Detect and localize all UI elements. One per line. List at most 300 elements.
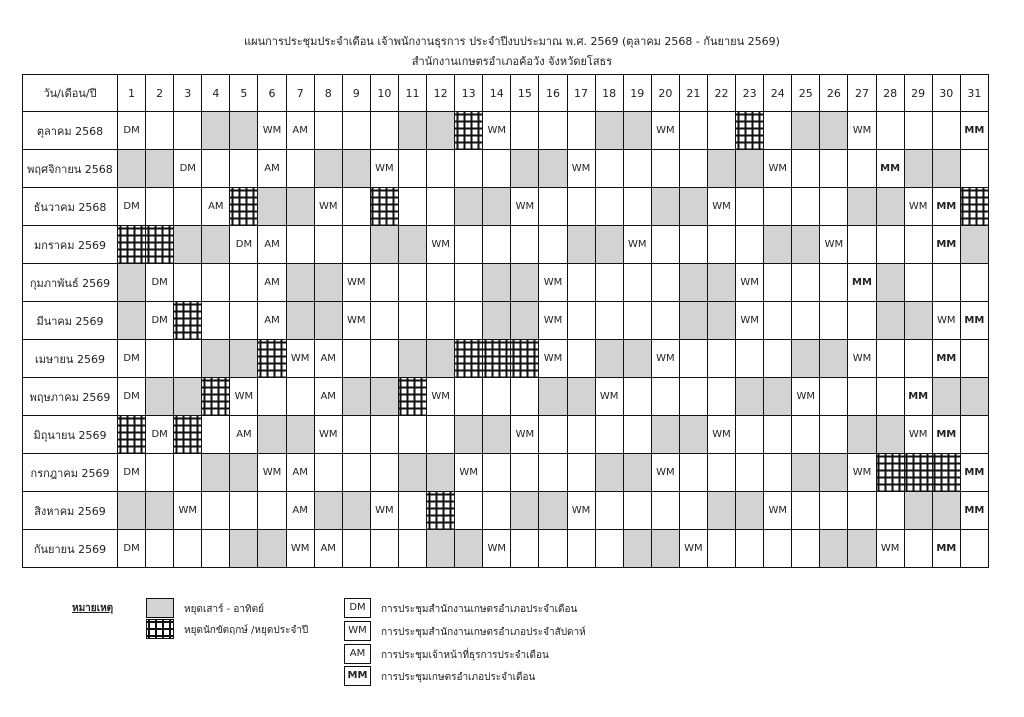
meeting-cell: AM <box>202 188 230 226</box>
day-cell <box>202 416 230 454</box>
day-cell <box>567 112 595 150</box>
day-cell <box>792 492 820 530</box>
day-cell <box>651 492 679 530</box>
meeting-cell: MM <box>848 264 876 302</box>
day-cell <box>539 416 567 454</box>
day-cell <box>314 112 342 150</box>
day-cell <box>398 264 426 302</box>
day-cell <box>736 416 764 454</box>
day-cell <box>174 530 202 568</box>
weekend-cell <box>876 264 904 302</box>
day-cell <box>792 188 820 226</box>
holiday-cell <box>455 340 483 378</box>
weekend-cell <box>707 150 735 188</box>
day-cell <box>736 530 764 568</box>
day-header: 21 <box>679 75 707 112</box>
meeting-cell: AM <box>314 378 342 416</box>
weekend-cell <box>118 492 146 530</box>
weekend-cell <box>848 530 876 568</box>
day-cell <box>539 112 567 150</box>
weekend-cell <box>455 530 483 568</box>
weekend-cell <box>146 378 174 416</box>
weekend-cell <box>230 530 258 568</box>
meeting-cell: WM <box>370 492 398 530</box>
day-cell <box>202 264 230 302</box>
day-cell <box>623 416 651 454</box>
day-cell <box>567 530 595 568</box>
day-cell <box>876 378 904 416</box>
weekend-cell <box>286 302 314 340</box>
day-cell <box>483 226 511 264</box>
day-cell <box>398 530 426 568</box>
document-subtitle: สำนักงานเกษตรอำเภอค้อวัง จังหวัดยโสธร <box>411 55 613 68</box>
weekend-cell <box>651 530 679 568</box>
day-cell <box>764 416 792 454</box>
weekend-cell <box>679 302 707 340</box>
meeting-cell: MM <box>960 112 988 150</box>
day-cell <box>398 492 426 530</box>
weekend-cell <box>427 340 455 378</box>
weekend-cell <box>370 378 398 416</box>
day-cell <box>539 226 567 264</box>
header-label: วัน/เดือน/ปี <box>23 75 118 112</box>
legend-title: หมายเหตุ <box>72 603 114 614</box>
day-cell <box>904 264 932 302</box>
weekend-cell <box>736 150 764 188</box>
holiday-label: หยุดนักขัตฤกษ์ /หยุดประจำปี <box>184 625 309 636</box>
meeting-cell: MM <box>960 492 988 530</box>
legend-desc-dm: การประชุมสำนักงานเกษตรอำเภอประจำเดือน <box>381 604 578 615</box>
day-cell <box>960 416 988 454</box>
weekend-cell <box>820 112 848 150</box>
meeting-cell: WM <box>511 416 539 454</box>
day-cell <box>595 264 623 302</box>
day-cell <box>342 454 370 492</box>
day-cell <box>174 340 202 378</box>
meeting-calendar-table <box>22 74 989 568</box>
day-cell <box>174 112 202 150</box>
day-cell <box>707 340 735 378</box>
weekend-cell <box>679 416 707 454</box>
weekend-cell <box>258 188 286 226</box>
day-header: 20 <box>651 75 679 112</box>
weekend-cell <box>258 416 286 454</box>
meeting-cell: WM <box>314 188 342 226</box>
meeting-cell: WM <box>230 378 258 416</box>
weekend-cell <box>455 188 483 226</box>
weekend-cell <box>146 492 174 530</box>
weekend-cell <box>623 530 651 568</box>
month-label: กันยายน 2569 <box>23 530 118 568</box>
weekend-cell <box>820 530 848 568</box>
day-header: 6 <box>258 75 286 112</box>
meeting-cell: WM <box>764 150 792 188</box>
day-header: 30 <box>932 75 960 112</box>
weekend-cell <box>707 302 735 340</box>
weekend-cell <box>679 264 707 302</box>
day-cell <box>174 454 202 492</box>
day-cell <box>342 416 370 454</box>
holiday-cell <box>174 302 202 340</box>
day-cell <box>511 226 539 264</box>
month-label: มิถุนายน 2569 <box>23 416 118 454</box>
day-cell <box>764 302 792 340</box>
day-cell <box>764 530 792 568</box>
day-header: 28 <box>876 75 904 112</box>
day-header: 16 <box>539 75 567 112</box>
day-cell <box>342 188 370 226</box>
day-cell <box>904 530 932 568</box>
day-cell <box>370 112 398 150</box>
meeting-cell: AM <box>314 530 342 568</box>
day-cell <box>651 302 679 340</box>
month-label: เมษายน 2569 <box>23 340 118 378</box>
meeting-cell: DM <box>146 264 174 302</box>
weekend-cell <box>932 378 960 416</box>
day-cell <box>651 226 679 264</box>
day-header: 2 <box>146 75 174 112</box>
day-cell <box>820 378 848 416</box>
day-cell <box>623 492 651 530</box>
day-cell <box>511 530 539 568</box>
weekend-cell <box>230 112 258 150</box>
month-label: มกราคม 2569 <box>23 226 118 264</box>
weekend-cell <box>230 340 258 378</box>
meeting-cell: DM <box>230 226 258 264</box>
meeting-cell: WM <box>314 416 342 454</box>
day-cell <box>848 226 876 264</box>
day-cell <box>202 492 230 530</box>
weekend-cell <box>960 226 988 264</box>
weekend-cell <box>848 188 876 226</box>
day-header: 18 <box>595 75 623 112</box>
day-cell <box>314 454 342 492</box>
weekend-cell <box>876 416 904 454</box>
day-cell <box>567 302 595 340</box>
day-cell <box>370 454 398 492</box>
weekend-cell <box>118 302 146 340</box>
weekend-cell <box>455 416 483 454</box>
day-cell <box>370 264 398 302</box>
day-header: 17 <box>567 75 595 112</box>
meeting-cell: DM <box>118 378 146 416</box>
day-cell <box>455 264 483 302</box>
month-row <box>23 454 989 492</box>
day-cell <box>342 340 370 378</box>
month-label: กรกฎาคม 2569 <box>23 454 118 492</box>
day-cell <box>651 378 679 416</box>
meeting-cell: WM <box>342 302 370 340</box>
day-cell <box>370 530 398 568</box>
meeting-cell: MM <box>960 454 988 492</box>
weekend-cell <box>567 226 595 264</box>
meeting-cell: DM <box>118 454 146 492</box>
day-cell <box>679 378 707 416</box>
holiday-swatch <box>146 619 174 639</box>
weekend-cell <box>876 302 904 340</box>
meeting-cell: AM <box>258 226 286 264</box>
legend-desc-am: การประชุมเจ้าหน้าที่ธุรการประจำเดือน <box>381 650 549 661</box>
day-cell <box>230 264 258 302</box>
day-header: 8 <box>314 75 342 112</box>
day-cell <box>567 340 595 378</box>
weekend-cell <box>202 226 230 264</box>
day-cell <box>820 416 848 454</box>
day-header: 31 <box>960 75 988 112</box>
weekend-cell <box>595 340 623 378</box>
day-cell <box>342 112 370 150</box>
day-cell <box>539 530 567 568</box>
day-cell <box>820 264 848 302</box>
meeting-cell: AM <box>286 112 314 150</box>
day-cell <box>820 150 848 188</box>
meeting-cell: MM <box>932 530 960 568</box>
weekend-cell <box>792 340 820 378</box>
meeting-cell: WM <box>932 302 960 340</box>
day-cell <box>398 416 426 454</box>
meeting-cell: WM <box>848 112 876 150</box>
holiday-cell <box>370 188 398 226</box>
day-cell <box>848 302 876 340</box>
holiday-cell <box>258 340 286 378</box>
weekend-cell <box>314 492 342 530</box>
meeting-cell: MM <box>904 378 932 416</box>
weekend-cell <box>539 492 567 530</box>
day-cell <box>483 150 511 188</box>
day-cell <box>707 454 735 492</box>
month-label: พฤศจิกายน 2568 <box>23 150 118 188</box>
day-cell <box>427 264 455 302</box>
meeting-cell: MM <box>932 416 960 454</box>
day-header: 25 <box>792 75 820 112</box>
day-cell <box>848 378 876 416</box>
meeting-cell: DM <box>118 188 146 226</box>
day-cell <box>314 226 342 264</box>
day-cell <box>174 188 202 226</box>
weekend-cell <box>960 378 988 416</box>
day-cell <box>904 226 932 264</box>
day-cell <box>455 302 483 340</box>
day-cell <box>567 454 595 492</box>
day-cell <box>370 416 398 454</box>
weekend-label: หยุดเสาร์ - อาทิตย์ <box>184 604 264 615</box>
day-header: 23 <box>736 75 764 112</box>
day-cell <box>848 150 876 188</box>
meeting-cell: DM <box>146 302 174 340</box>
meeting-cell: DM <box>146 416 174 454</box>
weekend-cell <box>483 302 511 340</box>
day-cell <box>370 340 398 378</box>
meeting-cell: WM <box>904 188 932 226</box>
weekend-cell <box>595 226 623 264</box>
day-cell <box>230 302 258 340</box>
month-row <box>23 378 989 416</box>
day-cell <box>876 226 904 264</box>
day-cell <box>511 454 539 492</box>
meeting-cell: WM <box>679 530 707 568</box>
weekend-cell <box>427 530 455 568</box>
meeting-cell: WM <box>736 302 764 340</box>
meeting-cell: DM <box>174 150 202 188</box>
day-cell <box>651 150 679 188</box>
weekend-cell <box>707 264 735 302</box>
day-header: 22 <box>707 75 735 112</box>
day-cell <box>736 340 764 378</box>
weekend-cell <box>511 150 539 188</box>
day-cell <box>623 302 651 340</box>
day-cell <box>146 454 174 492</box>
meeting-cell: WM <box>651 112 679 150</box>
day-cell <box>736 188 764 226</box>
day-cell <box>820 188 848 226</box>
weekend-cell <box>118 264 146 302</box>
weekend-cell <box>904 302 932 340</box>
weekend-cell <box>820 340 848 378</box>
month-label: ธันวาคม 2568 <box>23 188 118 226</box>
meeting-cell: AM <box>286 454 314 492</box>
day-cell <box>736 226 764 264</box>
meeting-cell: WM <box>904 416 932 454</box>
day-cell <box>792 150 820 188</box>
holiday-cell <box>455 112 483 150</box>
weekend-cell <box>370 226 398 264</box>
day-cell <box>848 492 876 530</box>
day-cell <box>230 150 258 188</box>
weekend-cell <box>736 378 764 416</box>
holiday-cell <box>736 112 764 150</box>
day-cell <box>455 378 483 416</box>
day-cell <box>820 302 848 340</box>
weekend-cell <box>651 188 679 226</box>
holiday-cell <box>146 226 174 264</box>
day-cell <box>595 188 623 226</box>
day-cell <box>146 112 174 150</box>
holiday-cell <box>174 416 202 454</box>
meeting-cell: WM <box>764 492 792 530</box>
day-cell <box>792 264 820 302</box>
weekend-cell <box>483 188 511 226</box>
day-cell <box>707 378 735 416</box>
day-cell <box>623 150 651 188</box>
holiday-cell <box>230 188 258 226</box>
meeting-cell: WM <box>258 454 286 492</box>
weekend-cell <box>202 454 230 492</box>
meeting-cell: WM <box>342 264 370 302</box>
header-row <box>23 75 989 112</box>
day-cell <box>342 530 370 568</box>
day-cell <box>427 302 455 340</box>
weekend-cell <box>146 150 174 188</box>
day-header: 5 <box>230 75 258 112</box>
weekend-cell <box>595 112 623 150</box>
day-cell <box>960 150 988 188</box>
meeting-cell: MM <box>932 340 960 378</box>
meeting-cell: WM <box>623 226 651 264</box>
day-cell <box>792 302 820 340</box>
legend-desc-wm: การประชุมสำนักงานเกษตรอำเภอประจำสัปดาห์ <box>381 627 586 638</box>
weekend-cell <box>342 378 370 416</box>
holiday-cell <box>202 378 230 416</box>
weekend-cell <box>286 264 314 302</box>
month-row <box>23 188 989 226</box>
holiday-cell <box>904 454 932 492</box>
month-label: ตุลาคม 2568 <box>23 112 118 150</box>
day-cell <box>370 302 398 340</box>
day-cell <box>146 530 174 568</box>
day-header: 11 <box>398 75 426 112</box>
day-header: 1 <box>118 75 146 112</box>
meeting-cell: MM <box>960 302 988 340</box>
weekend-cell <box>539 150 567 188</box>
meeting-cell: WM <box>483 530 511 568</box>
day-cell <box>202 150 230 188</box>
weekend-cell <box>679 188 707 226</box>
holiday-cell <box>483 340 511 378</box>
day-cell <box>427 150 455 188</box>
day-cell <box>258 378 286 416</box>
weekend-cell <box>567 378 595 416</box>
day-cell <box>736 454 764 492</box>
meeting-cell: MM <box>932 188 960 226</box>
meeting-cell: WM <box>427 378 455 416</box>
day-cell <box>595 150 623 188</box>
weekend-cell <box>651 416 679 454</box>
day-cell <box>146 340 174 378</box>
holiday-cell <box>398 378 426 416</box>
meeting-cell: WM <box>707 188 735 226</box>
weekend-cell <box>314 264 342 302</box>
weekend-cell <box>230 454 258 492</box>
month-row <box>23 226 989 264</box>
weekend-swatch <box>146 598 174 618</box>
weekend-cell <box>623 340 651 378</box>
month-label: สิงหาคม 2569 <box>23 492 118 530</box>
month-row <box>23 340 989 378</box>
weekend-cell <box>398 112 426 150</box>
day-cell <box>567 188 595 226</box>
day-cell <box>679 226 707 264</box>
weekend-cell <box>764 378 792 416</box>
day-cell <box>876 112 904 150</box>
day-cell <box>174 264 202 302</box>
day-cell <box>764 340 792 378</box>
day-cell <box>427 416 455 454</box>
day-cell <box>539 454 567 492</box>
meeting-cell: WM <box>595 378 623 416</box>
day-cell <box>595 302 623 340</box>
day-cell <box>230 492 258 530</box>
day-cell <box>679 492 707 530</box>
meeting-cell: WM <box>848 454 876 492</box>
day-cell <box>455 150 483 188</box>
day-header: 13 <box>455 75 483 112</box>
weekend-cell <box>736 492 764 530</box>
meeting-cell: WM <box>286 530 314 568</box>
weekend-cell <box>932 492 960 530</box>
holiday-cell <box>960 188 988 226</box>
day-cell <box>764 112 792 150</box>
day-cell <box>483 378 511 416</box>
day-cell <box>511 378 539 416</box>
day-cell <box>202 302 230 340</box>
weekend-cell <box>595 454 623 492</box>
day-header: 15 <box>511 75 539 112</box>
legend-code-am: AM <box>344 644 371 664</box>
day-cell <box>820 492 848 530</box>
meeting-cell: WM <box>427 226 455 264</box>
day-header: 3 <box>174 75 202 112</box>
day-cell <box>286 226 314 264</box>
